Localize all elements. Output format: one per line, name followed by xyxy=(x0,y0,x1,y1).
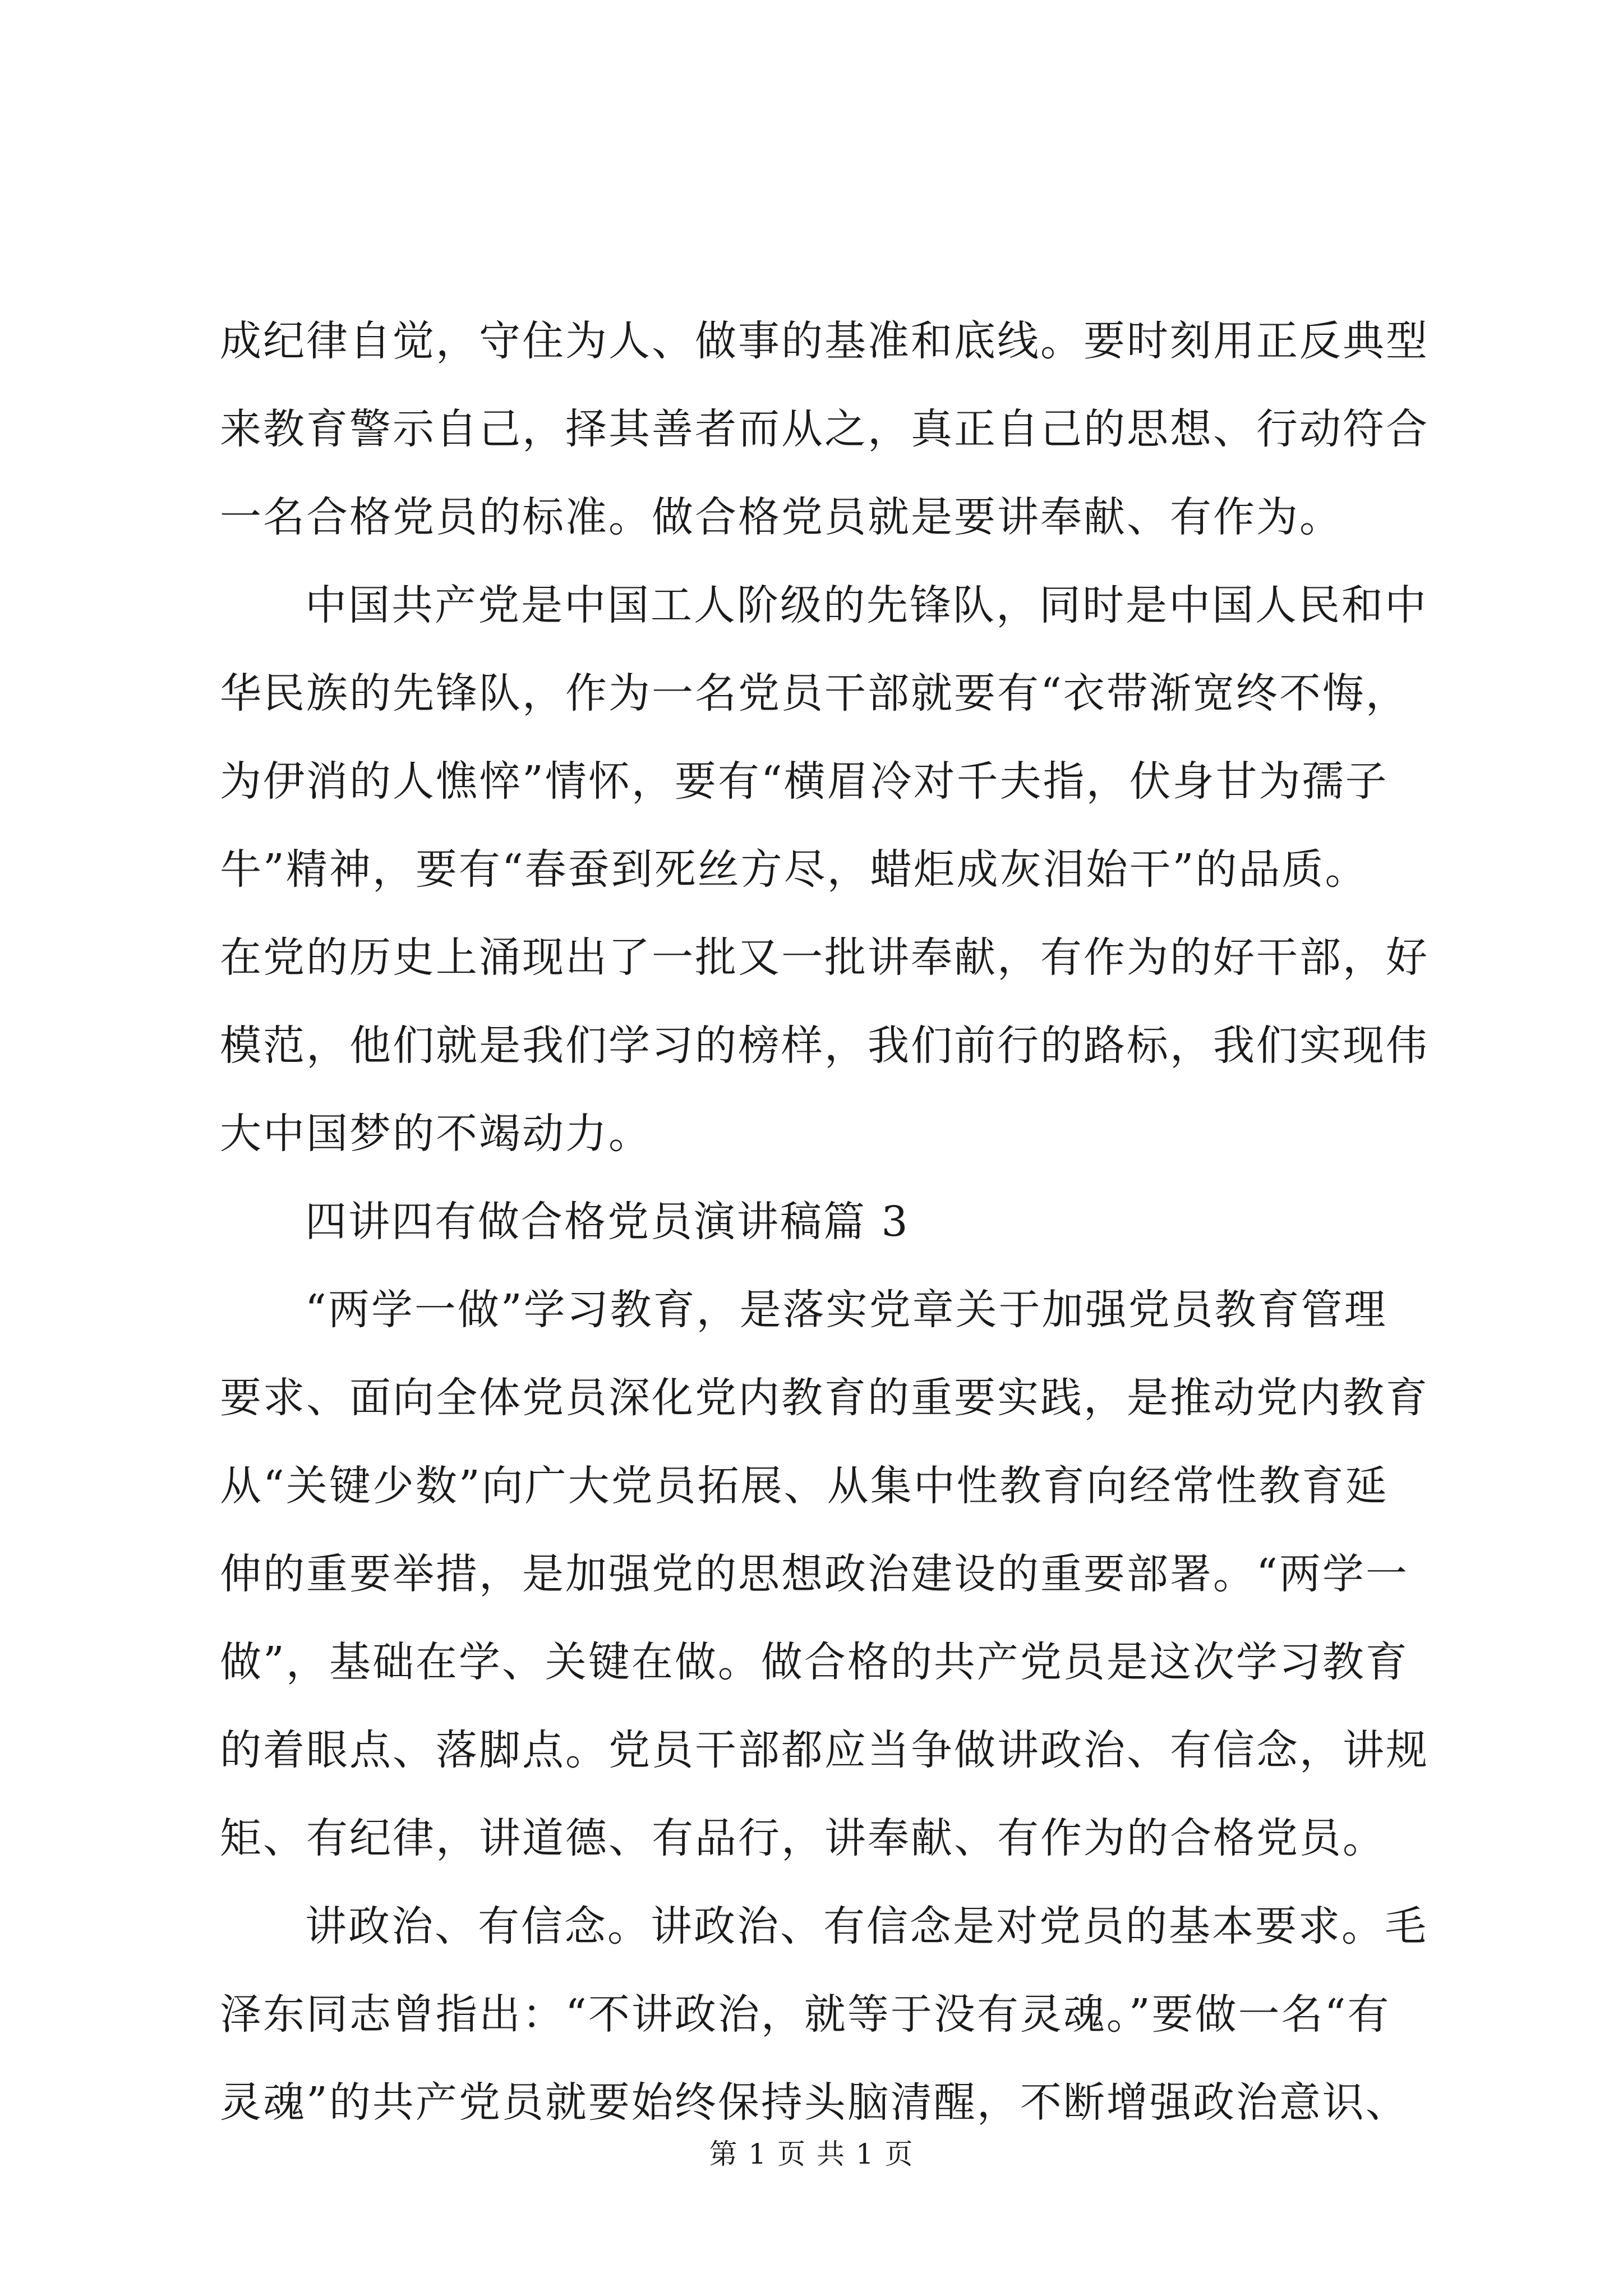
text-line: 灵魂”的共产党员就要始终保持头脑清醒，不断增强政治意识、 xyxy=(220,2078,1409,2127)
text-line: 牛”精神，要有“春蚕到死丝方尽，蜡炬成灰泪始干”的品质。 xyxy=(220,845,1368,894)
text-line: 华民族的先锋队，作为一名党员干部就要有“衣带渐宽终不悔， xyxy=(220,669,1409,717)
section-heading: 四讲四有做合格党员演讲稿篇 3 xyxy=(305,1198,910,1246)
text-line: 来教育警示自己，择其善者而从之，真正自己的思想、行动符合 xyxy=(220,405,1429,453)
text-line: 为伊消的人憔悴”情怀，要有“横眉冷对千夫指，伏身甘为孺子 xyxy=(220,757,1389,806)
text-line: 做”，基础在学、关键在做。做合格的共产党员是这次学习教育 xyxy=(220,1638,1409,1686)
paragraph-start-line: “两学一做”学习教育，是落实党章关于加强党员教育管理 xyxy=(305,1286,1387,1334)
text-line: 模范，他们就是我们学习的榜样，我们前行的路标，我们实现伟 xyxy=(220,1022,1429,1070)
paragraph-start-line: 中国共产党是中国工人阶级的先锋队，同时是中国人民和中 xyxy=(305,581,1428,629)
page-footer: 第 1 页 共 1 页 xyxy=(709,2138,914,2170)
text-line: 大中国梦的不竭动力。 xyxy=(220,1110,652,1158)
text-line: 成纪律自觉，守住为人、做事的基准和底线。要时刻用正反典型 xyxy=(220,317,1429,365)
text-line: 在党的历史上涌现出了一批又一批讲奉献，有作为的好干部，好 xyxy=(220,933,1429,982)
text-line: 要求、面向全体党员深化党内教育的重要实践，是推动党内教育 xyxy=(220,1374,1429,1422)
text-line: 泽东同志曾指出：“不讲政治，就等于没有灵魂。”要做一名“有 xyxy=(220,1990,1391,2039)
text-line: 矩、有纪律，讲道德、有品行，讲奉献、有作为的合格党员。 xyxy=(220,1814,1386,1862)
text-line: 一名合格党员的标准。做合格党员就是要讲奉献、有作为。 xyxy=(220,493,1343,541)
text-line: 伸的重要举措，是加强党的思想政治建设的重要部署。“两学一 xyxy=(220,1550,1409,1598)
text-line: 从“关键少数”向广大党员拓展、从集中性教育向经常性教育延 xyxy=(220,1462,1389,1510)
text-line: 的着眼点、落脚点。党员干部都应当争做讲政治、有信念，讲规 xyxy=(220,1726,1429,1774)
document-body xyxy=(220,297,1429,2147)
paragraph-start-line: 讲政治、有信念。讲政治、有信念是对党员的基本要求。毛 xyxy=(305,1902,1428,1950)
